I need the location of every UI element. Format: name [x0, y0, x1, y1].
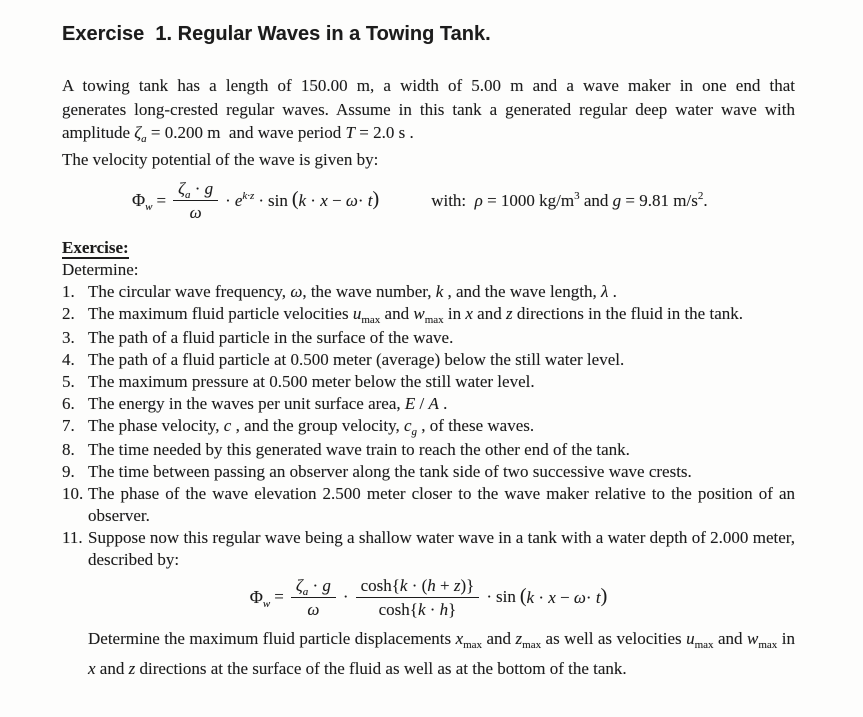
text-run: = 0.200 m and wave period: [146, 123, 346, 142]
list-item: [62, 415, 795, 439]
determine-label: Determine:: [62, 259, 139, 279]
list-item: [62, 371, 795, 393]
text-run: The maximum pressure at 0.500 meter below the still water level.: [88, 371, 535, 391]
list-item: [62, 281, 795, 303]
text-run: u: [686, 629, 695, 648]
text-run: ω: [573, 587, 586, 607]
text-run: .: [438, 393, 448, 413]
text-run: x: [465, 303, 473, 323]
text-run: 3: [574, 189, 580, 202]
list-item-number: 11.: [62, 527, 83, 547]
text-run: g: [411, 425, 418, 438]
text-run: Determine the maximum fluid particle displacements: [88, 629, 456, 648]
text-run: w: [413, 303, 425, 323]
list-item-text: [88, 349, 795, 371]
text-run: )}: [460, 575, 475, 595]
text-run: .: [608, 281, 617, 301]
list-item-number: 7.: [62, 415, 75, 435]
list-item-text: [88, 439, 795, 461]
text-run: ·: [190, 179, 205, 198]
list-item-text: [88, 371, 795, 393]
multiplication-dot: ·: [342, 587, 349, 607]
text-run: c: [403, 415, 412, 435]
list-item-number: 10.: [62, 483, 84, 503]
text-run: k: [526, 587, 535, 607]
phi-subscript: w: [145, 201, 153, 214]
text-run: and: [713, 629, 748, 648]
text-run: a: [141, 133, 147, 145]
text-run: 2: [697, 189, 704, 202]
list-item: [62, 393, 795, 415]
text-run: ·: [306, 191, 321, 211]
text-run: E: [404, 393, 416, 413]
text-run: max: [758, 639, 778, 651]
text-run: , and the wave length,: [443, 281, 601, 301]
fraction-zeta-g-over-omega: [173, 178, 218, 224]
list-item-number: 8.: [62, 439, 75, 459]
fraction-cosh-ratio: [356, 575, 480, 621]
text-run: k: [298, 191, 307, 211]
sin-function: sin: [267, 190, 288, 210]
text-run: g: [204, 179, 214, 198]
phi-subscript: w: [262, 597, 271, 610]
text-run: max: [361, 313, 381, 326]
text-run: ω: [189, 203, 202, 223]
text-run: z: [453, 575, 461, 595]
text-run: , and the group velocity,: [231, 415, 404, 435]
text-run: and: [482, 629, 516, 648]
exercise-section-heading: Exercise:: [62, 237, 129, 257]
text-run: g: [322, 575, 331, 595]
list-item: [62, 303, 795, 327]
list-item-number: 5.: [62, 371, 75, 391]
text-run: = 2.0 s .: [355, 123, 414, 142]
text-run: ρ: [474, 190, 483, 210]
text-run: amplitude: [62, 123, 135, 142]
list-item-number: 4.: [62, 349, 75, 369]
text-run: a: [185, 189, 191, 201]
text-run: and: [472, 303, 506, 323]
text-run: ω: [345, 191, 358, 211]
exponential-term: $e^{k\cdot z}$: [234, 189, 255, 210]
text-run: cosh{: [378, 599, 418, 619]
multiplication-dot: ·: [225, 190, 231, 210]
fraction-denominator: [302, 598, 324, 620]
text-run: A: [428, 393, 439, 413]
text-run: k: [435, 281, 444, 301]
text-run: h: [427, 575, 436, 595]
intro-line-1: A towing tank has a length of 150.00 m, a width of 5.00 m and a wave maker in one end that: [62, 76, 795, 95]
text-run: /: [415, 393, 429, 413]
text-run: The path of a fluid particle in the surface of the wave.: [88, 327, 454, 347]
velocity-potential-formula-shallow-water: [62, 575, 795, 621]
multiplication-dot: ·: [258, 190, 264, 210]
text-run: ζ: [134, 123, 142, 142]
text-run: λ: [600, 281, 609, 301]
intro-line-3: [62, 121, 795, 148]
text-run: ): [372, 188, 380, 211]
text-run: ): [600, 584, 608, 607]
list-item: [62, 461, 795, 483]
text-run: The energy in the waves per unit surface area,: [88, 393, 405, 413]
text-run: and: [95, 659, 129, 678]
text-run: ·: [308, 575, 323, 595]
text-run: , of these waves.: [417, 415, 535, 435]
intro-line-4: The velocity potential of the wave is given by:: [62, 149, 379, 169]
text-run: The time between passing an observer along the tank side of two successive wave crests.: [88, 461, 692, 481]
list-item-number: 3.: [62, 327, 75, 347]
text-run: t: [367, 191, 373, 211]
text-run: x: [88, 659, 96, 678]
multiplication-dot: ·: [486, 587, 493, 607]
text-run: k: [417, 599, 426, 619]
list-item-text: [88, 527, 795, 571]
text-run: The phase velocity,: [88, 415, 224, 435]
text-run: max: [463, 639, 483, 651]
fraction-numerator: [356, 575, 480, 598]
text-run: .: [703, 190, 708, 210]
text-run: x: [455, 629, 464, 648]
text-run: a: [302, 585, 309, 598]
text-run: u: [352, 303, 362, 323]
text-run: and: [579, 190, 613, 210]
text-run: h: [439, 599, 449, 619]
text-run: max: [522, 639, 542, 651]
text-run: −: [327, 191, 346, 211]
list-item: [62, 483, 795, 527]
intro-paragraph: [62, 74, 795, 171]
list-item: [62, 327, 795, 349]
list-item-text: [88, 483, 795, 527]
text-run: +: [435, 575, 454, 595]
phi-symbol: $\Phi_w$: [132, 190, 153, 214]
text-run: with:: [431, 190, 475, 210]
list-item-number: 6.: [62, 393, 75, 413]
text-run: −: [555, 587, 574, 607]
text-run: Suppose now this regular wave being a shallow water wave in a tank with a water depth of 2.000 meter, described by:: [88, 527, 795, 569]
list-item-number: 2.: [62, 303, 75, 323]
fraction-zeta-g-over-omega: [291, 575, 336, 621]
exponent: k·z: [242, 189, 255, 202]
intro-line-2: generates long-crested regular waves. Assume in this tank a generated regular deep water wave with: [62, 99, 795, 119]
sin-argument: [520, 586, 607, 609]
list-item-text: [88, 327, 795, 349]
list-item: [62, 349, 795, 371]
text-run: The time needed by this generated wave train to reach the other end of the tank.: [88, 439, 630, 459]
text-run: ·: [425, 599, 440, 619]
text-run: in: [443, 303, 466, 323]
text-run: ζ: [178, 179, 185, 198]
phi-symbol: $\Phi_w$: [249, 586, 271, 610]
text-run: in: [777, 629, 795, 648]
fraction-denominator: [374, 598, 462, 620]
text-run: The circular wave frequency,: [88, 281, 291, 301]
velocity-potential-formula-deep-water: [132, 178, 795, 224]
text-run: = 1000 kg/m: [482, 190, 575, 210]
equals-sign: =: [156, 190, 167, 210]
list-item-text: [88, 415, 795, 439]
text-run: directions in the fluid in the tank.: [512, 303, 743, 323]
list-item: [62, 527, 795, 571]
text-run: t: [595, 587, 601, 607]
fraction-numerator: [291, 575, 336, 598]
text-run: x: [320, 191, 328, 211]
list-item-number: 1.: [62, 281, 75, 301]
text-run: z: [515, 629, 523, 648]
list-item-text: [88, 393, 795, 415]
text-run: , the wave number,: [302, 281, 436, 301]
text-run: max: [694, 639, 714, 651]
text-run: ·: [357, 191, 368, 211]
list-item-text: [88, 461, 795, 483]
fraction-numerator: [173, 178, 218, 201]
sin-argument: [292, 189, 379, 212]
text-run: (: [291, 188, 299, 211]
closing-paragraph: [88, 625, 795, 682]
text-run: g: [612, 190, 622, 210]
text-run: ζ: [295, 575, 303, 595]
list-item: [62, 439, 795, 461]
text-run: ω: [290, 281, 303, 301]
text-run: as well as velocities: [541, 629, 687, 648]
text-run: and: [380, 303, 414, 323]
text-run: T: [345, 123, 355, 142]
text-run: x: [548, 587, 556, 607]
text-run: = 9.81 m/s: [621, 190, 698, 210]
constants-note: [431, 191, 707, 211]
text-run: (: [519, 584, 527, 607]
page-title: Exercise 1. Regular Waves in a Towing Tank.: [62, 23, 491, 45]
task-list: [62, 281, 795, 571]
text-run: z: [128, 659, 136, 678]
list-item-number: 9.: [62, 461, 75, 481]
list-item-text: [88, 303, 795, 327]
text-run: k: [399, 575, 408, 595]
text-run: ·: [585, 587, 596, 607]
text-run: ·: [534, 587, 549, 607]
text-run: }: [448, 599, 457, 619]
text-run: c: [223, 415, 232, 435]
text-run: · (: [407, 575, 428, 595]
text-run: The path of a fluid particle at 0.500 meter (average) below the still water level.: [88, 349, 625, 369]
text-run: ω: [307, 599, 320, 619]
fraction-denominator: [185, 201, 207, 223]
equals-sign: =: [274, 587, 284, 607]
text-run: The phase of the wave elevation 2.500 meter closer to the wave maker relative to the position of an observer.: [88, 483, 795, 525]
text-run: cosh{: [360, 575, 400, 595]
text-run: z: [505, 303, 513, 323]
text-run: The maximum fluid particle velocities: [88, 303, 353, 323]
text-run: w: [747, 629, 759, 648]
text-run: directions at the surface of the fluid as well as at the bottom of the tank.: [135, 659, 627, 678]
text-run: max: [424, 313, 444, 326]
list-item-text: [88, 281, 795, 303]
sin-function: sin: [496, 587, 516, 607]
